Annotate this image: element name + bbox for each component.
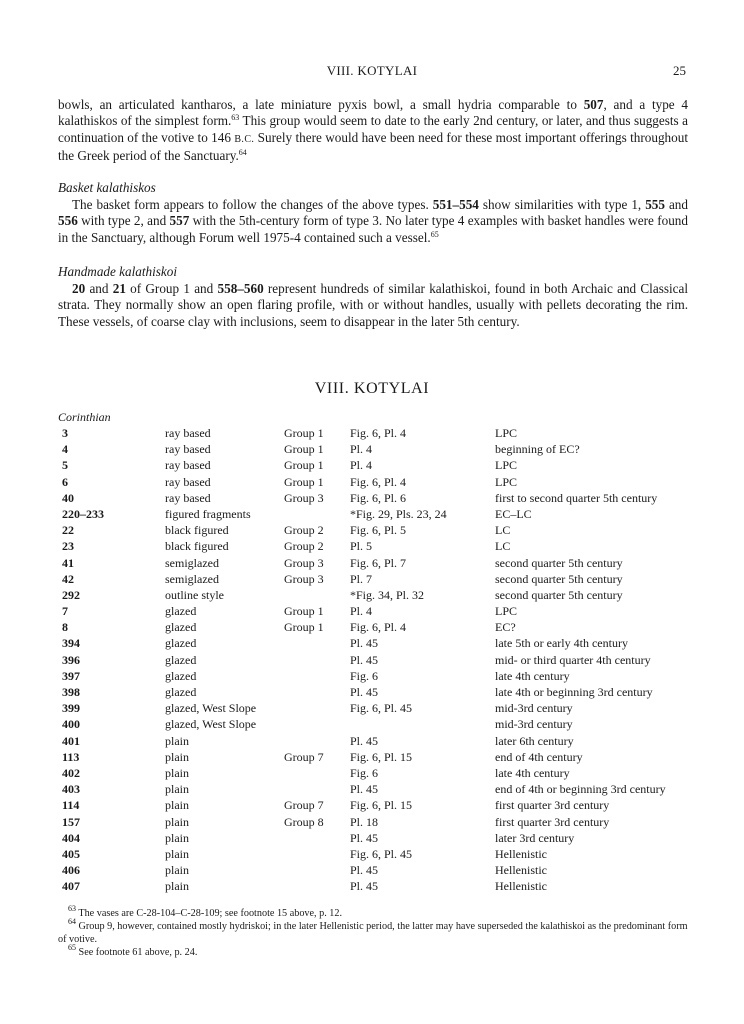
- catalog-row: [0, 652, 744, 668]
- catalog-date: LPC: [495, 458, 518, 473]
- catalog-reference: Pl. 5: [350, 539, 373, 554]
- catalog-number: 406: [62, 863, 80, 878]
- catalog-row: [0, 716, 744, 732]
- catalog-reference: Pl. 4: [350, 458, 373, 473]
- catalog-description: plain: [165, 798, 189, 813]
- catalog-row: [0, 878, 744, 894]
- basket-kalathiskos-heading: Basket kalathiskos: [58, 180, 156, 195]
- catalog-date: Hellenistic: [495, 879, 547, 894]
- catalog-reference: Pl. 45: [350, 685, 379, 699]
- catalog-number: 8: [62, 620, 68, 635]
- footnote-ref-65: 65: [430, 229, 439, 239]
- catalog-row: [0, 668, 744, 684]
- catalog-number: 6: [62, 474, 68, 489]
- catalog-group: Group 1: [284, 442, 324, 457]
- catalog-reference: Fig. 6, Pl. 4: [350, 426, 407, 440]
- catalog-description: outline style: [165, 587, 224, 602]
- catalog-row: [0, 830, 744, 846]
- catalog-group: Group 7: [284, 798, 324, 813]
- catalog-reference: Pl. 7: [350, 571, 373, 586]
- catalog-description: glazed, West Slope: [165, 717, 257, 732]
- catalog-date: mid-3rd century: [495, 717, 573, 732]
- catalog-description: ray based: [165, 426, 211, 440]
- catalog-date: second quarter 5th century: [495, 571, 623, 586]
- catalog-number: 401: [62, 733, 80, 748]
- running-head-title: VIII. KOTYLAI: [326, 63, 418, 78]
- catalog-row: [0, 862, 744, 878]
- catalog-row: [0, 733, 744, 749]
- basket-kalathiskos-paragraph: The basket form appears to follow the changes of the above types. 551–554 show similarities with type 1, 555 and 556 with type 2, and 557 with the 5th-century form of type 3. No later type 4 examples with basket handles were found in the Sanctuary, although Forum well 1975-4 contained such a vessel.$^{65}$: [58, 197, 688, 245]
- catalog-number: 292: [62, 587, 80, 602]
- catalog-number: 397: [62, 668, 80, 683]
- catalog-table: [0, 425, 744, 894]
- catalog-reference: Pl. 4: [350, 604, 373, 619]
- catalog-number: 402: [62, 765, 80, 780]
- catalog-row: [0, 555, 744, 571]
- catalog-number: 41: [62, 555, 74, 570]
- catalog-number: 7: [62, 604, 68, 619]
- catalog-number: 5: [62, 458, 68, 473]
- catalog-description: black figured: [165, 523, 229, 538]
- catalog-description: figured fragments: [165, 506, 251, 521]
- catalog-description: semiglazed: [165, 571, 219, 586]
- catalog-reference: *Fig. 29, Pls. 23, 24: [350, 506, 447, 521]
- catalog-group: Group 1: [284, 426, 324, 440]
- catalog-reference: Fig. 6, Pl. 4: [350, 620, 407, 635]
- catalog-group: Group 1: [284, 474, 324, 489]
- running-head: [58, 63, 686, 79]
- catalog-description: glazed: [165, 668, 197, 683]
- catalog-description: ray based: [165, 474, 211, 489]
- catalog-number: 398: [62, 685, 80, 699]
- catalog-description: plain: [165, 879, 189, 894]
- catalog-date: later 3rd century: [495, 830, 575, 845]
- catalog-number: 114: [62, 798, 80, 813]
- catalog-date: first to second quarter 5th century: [495, 490, 658, 505]
- catalog-description: ray based: [165, 458, 211, 473]
- catalog-group: Group 1: [284, 604, 324, 619]
- catalog-description: plain: [165, 765, 189, 780]
- catalog-reference: Fig. 6, Pl. 15: [350, 749, 413, 764]
- catalog-description: glazed: [165, 620, 197, 635]
- catalog-date: LPC: [495, 604, 518, 619]
- catalog-reference: Fig. 6, Pl. 6: [350, 490, 407, 505]
- catalog-number: 113: [62, 749, 80, 764]
- catalog-description: plain: [165, 830, 189, 845]
- catalog-number: 404: [62, 830, 80, 845]
- catalog-date: first quarter 3rd century: [495, 798, 610, 813]
- catalog-date: beginning of EC?: [495, 442, 580, 457]
- catalog-row: [0, 571, 744, 587]
- catalog-group: Group 3: [284, 490, 324, 505]
- catalog-number: 407: [62, 879, 80, 894]
- catalog-reference: Pl. 45: [350, 652, 379, 667]
- catalog-group: Group 1: [284, 458, 324, 473]
- catalog-reference: Pl. 45: [350, 830, 379, 845]
- catalog-description: glazed: [165, 604, 197, 619]
- catalog-description: glazed: [165, 652, 197, 667]
- catalog-number: 22: [62, 523, 74, 538]
- catalog-number: 396: [62, 652, 80, 667]
- catalog-number: 42: [62, 571, 74, 586]
- catalog-row: [0, 457, 744, 473]
- catalog-number: 403: [62, 782, 80, 797]
- footnote-ref-63: 63: [231, 113, 240, 123]
- catalog-reference: Pl. 45: [350, 782, 379, 797]
- catalog-number: 3: [62, 426, 68, 440]
- catalog-row: [0, 814, 744, 830]
- handmade-kalathiskoi-heading: Handmade kalathiskoi: [58, 264, 178, 279]
- catalog-description: plain: [165, 733, 189, 748]
- catalog-reference: Pl. 45: [350, 733, 379, 748]
- footnote-65: $^{65}$ See footnote 61 above, p. 24.: [68, 943, 198, 958]
- catalog-group: Group 7: [284, 749, 324, 764]
- catalog-date: second quarter 5th century: [495, 555, 623, 570]
- catalog-number: 399: [62, 701, 80, 716]
- catalog-description: ray based: [165, 442, 211, 457]
- catalog-date: late 5th or early 4th century: [495, 636, 628, 651]
- catalog-reference: Fig. 6, Pl. 45: [350, 846, 413, 861]
- catalog-description: plain: [165, 782, 189, 797]
- catalog-row: [0, 781, 744, 797]
- catalog-row: [0, 425, 744, 441]
- catalog-group: Group 3: [284, 555, 324, 570]
- catalog-date: LC: [495, 539, 511, 554]
- catalog-row: [0, 684, 744, 700]
- catalog-description: glazed: [165, 685, 197, 699]
- catalog-reference: Fig. 6: [350, 668, 379, 683]
- catalog-date: EC?: [495, 620, 516, 635]
- catalog-reference: Fig. 6, Pl. 7: [350, 555, 407, 570]
- catalog-row: [0, 700, 744, 716]
- catalog-reference: Fig. 6: [350, 765, 379, 780]
- catalog-row: [0, 522, 744, 538]
- catalog-date: mid-3rd century: [495, 701, 573, 716]
- catalog-row: [0, 490, 744, 506]
- catalog-description: plain: [165, 846, 189, 861]
- catalog-group: Group 2: [284, 539, 324, 554]
- catalog-row: [0, 797, 744, 813]
- section-title: VIII. KOTYLAI: [314, 380, 430, 397]
- catalog-reference: Pl. 45: [350, 636, 379, 651]
- catalog-number: 405: [62, 846, 80, 861]
- catalog-date: LPC: [495, 474, 518, 489]
- catalog-reference: Pl. 45: [350, 863, 379, 878]
- catalog-date: LC: [495, 523, 511, 538]
- catalog-date: EC–LC: [495, 506, 532, 521]
- catalog-date: late 4th or beginning 3rd century: [495, 685, 653, 699]
- catalog-reference: Fig. 6, Pl. 4: [350, 474, 407, 489]
- catalog-row: [0, 635, 744, 651]
- catalog-date: end of 4th or beginning 3rd century: [495, 782, 666, 797]
- catalog-group: Group 3: [284, 571, 324, 586]
- catalog-reference: Fig. 6, Pl. 5: [350, 523, 407, 538]
- catalog-date: end of 4th century: [495, 749, 583, 764]
- catalog-description: semiglazed: [165, 555, 219, 570]
- catalog-date: mid- or third quarter 4th century: [495, 652, 651, 667]
- catalog-group: Group 1: [284, 620, 324, 635]
- catalog-description: plain: [165, 814, 189, 829]
- catalog-description: ray based: [165, 490, 211, 505]
- catalog-number: 220–233: [62, 506, 104, 521]
- catalog-date: late 4th century: [495, 765, 570, 780]
- catalog-number: 157: [62, 814, 80, 829]
- catalog-group: Group 8: [284, 814, 324, 829]
- catalog-date: second quarter 5th century: [495, 587, 623, 602]
- catalog-row: [0, 846, 744, 862]
- catalog-description: plain: [165, 863, 189, 878]
- catalog-date: Hellenistic: [495, 846, 547, 861]
- catalog-date: late 4th century: [495, 668, 570, 683]
- catalog-row: [0, 474, 744, 490]
- catalog-description: glazed: [165, 636, 197, 651]
- catalog-reference: *Fig. 34, Pl. 32: [350, 587, 425, 602]
- catalog-date: LPC: [495, 426, 518, 440]
- catalog-row: [0, 749, 744, 765]
- footnote-ref-64: 64: [238, 148, 247, 158]
- handmade-kalathiskoi-paragraph: 20 and 21 of Group 1 and 558–560 represent hundreds of similar kalathiskoi, found in both Archaic and Classical strata. They normally show an open flaring profile, with or without handles, usually with pellets decorating the rim. These vessels, of coarse clay with inclusions, seem to disappear in the later 5th century.: [58, 281, 688, 329]
- catalog-description: plain: [165, 749, 189, 764]
- paragraph-continuation: bowls, an articulated kantharos, a late miniature pyxis bowl, a small hydria comparable to 507, and a type 4 kalathiskos of the simplest form.$^{63}$ This group would seem to date to the early 2nd century, or later, and thus suggests a continuation of the votive to 146 B.C. Surely there would have been need for these most important offerings throughout the Greek period of the Sanctuary.$^{64}$: [58, 97, 689, 164]
- footnotes: [58, 904, 688, 959]
- catalog-row: [0, 603, 744, 619]
- catalog-description: black figured: [165, 539, 229, 554]
- catalog-number: 40: [62, 490, 74, 505]
- footnote-63: $^{63}$ The vases are C-28-104–C-28-109; see footnote 15 above, p. 12.: [68, 904, 343, 919]
- catalog-description: glazed, West Slope: [165, 701, 257, 716]
- catalog-date: first quarter 3rd century: [495, 814, 610, 829]
- catalog-reference: Pl. 4: [350, 442, 373, 457]
- catalog-reference: Fig. 6, Pl. 15: [350, 798, 413, 813]
- catalog-number: 4: [62, 442, 68, 457]
- catalog-row: [0, 441, 744, 457]
- catalog-reference: Pl. 18: [350, 814, 379, 829]
- catalog-row: [0, 619, 744, 635]
- catalog-date: later 6th century: [495, 733, 574, 748]
- page-number: 25: [673, 63, 686, 78]
- catalog-row: [0, 587, 744, 603]
- catalog-reference: Fig. 6, Pl. 45: [350, 701, 413, 716]
- catalog-reference: Pl. 45: [350, 879, 379, 894]
- category-label: Corinthian: [58, 410, 111, 424]
- catalog-group: Group 2: [284, 523, 324, 538]
- catalog-number: 394: [62, 636, 80, 651]
- catalog-number: 400: [62, 717, 80, 732]
- catalog-date: Hellenistic: [495, 863, 547, 878]
- footnote-64: $^{64}$ Group 9, however, contained mostly hydriskoi; in the later Hellenistic period, the latter may have superseded the kalathiskoi as the predominant form of votive.: [58, 917, 688, 945]
- catalog-row: [0, 765, 744, 781]
- catalog-row: [0, 538, 744, 554]
- catalog-number: 23: [62, 539, 74, 554]
- catalog-row: [0, 506, 744, 522]
